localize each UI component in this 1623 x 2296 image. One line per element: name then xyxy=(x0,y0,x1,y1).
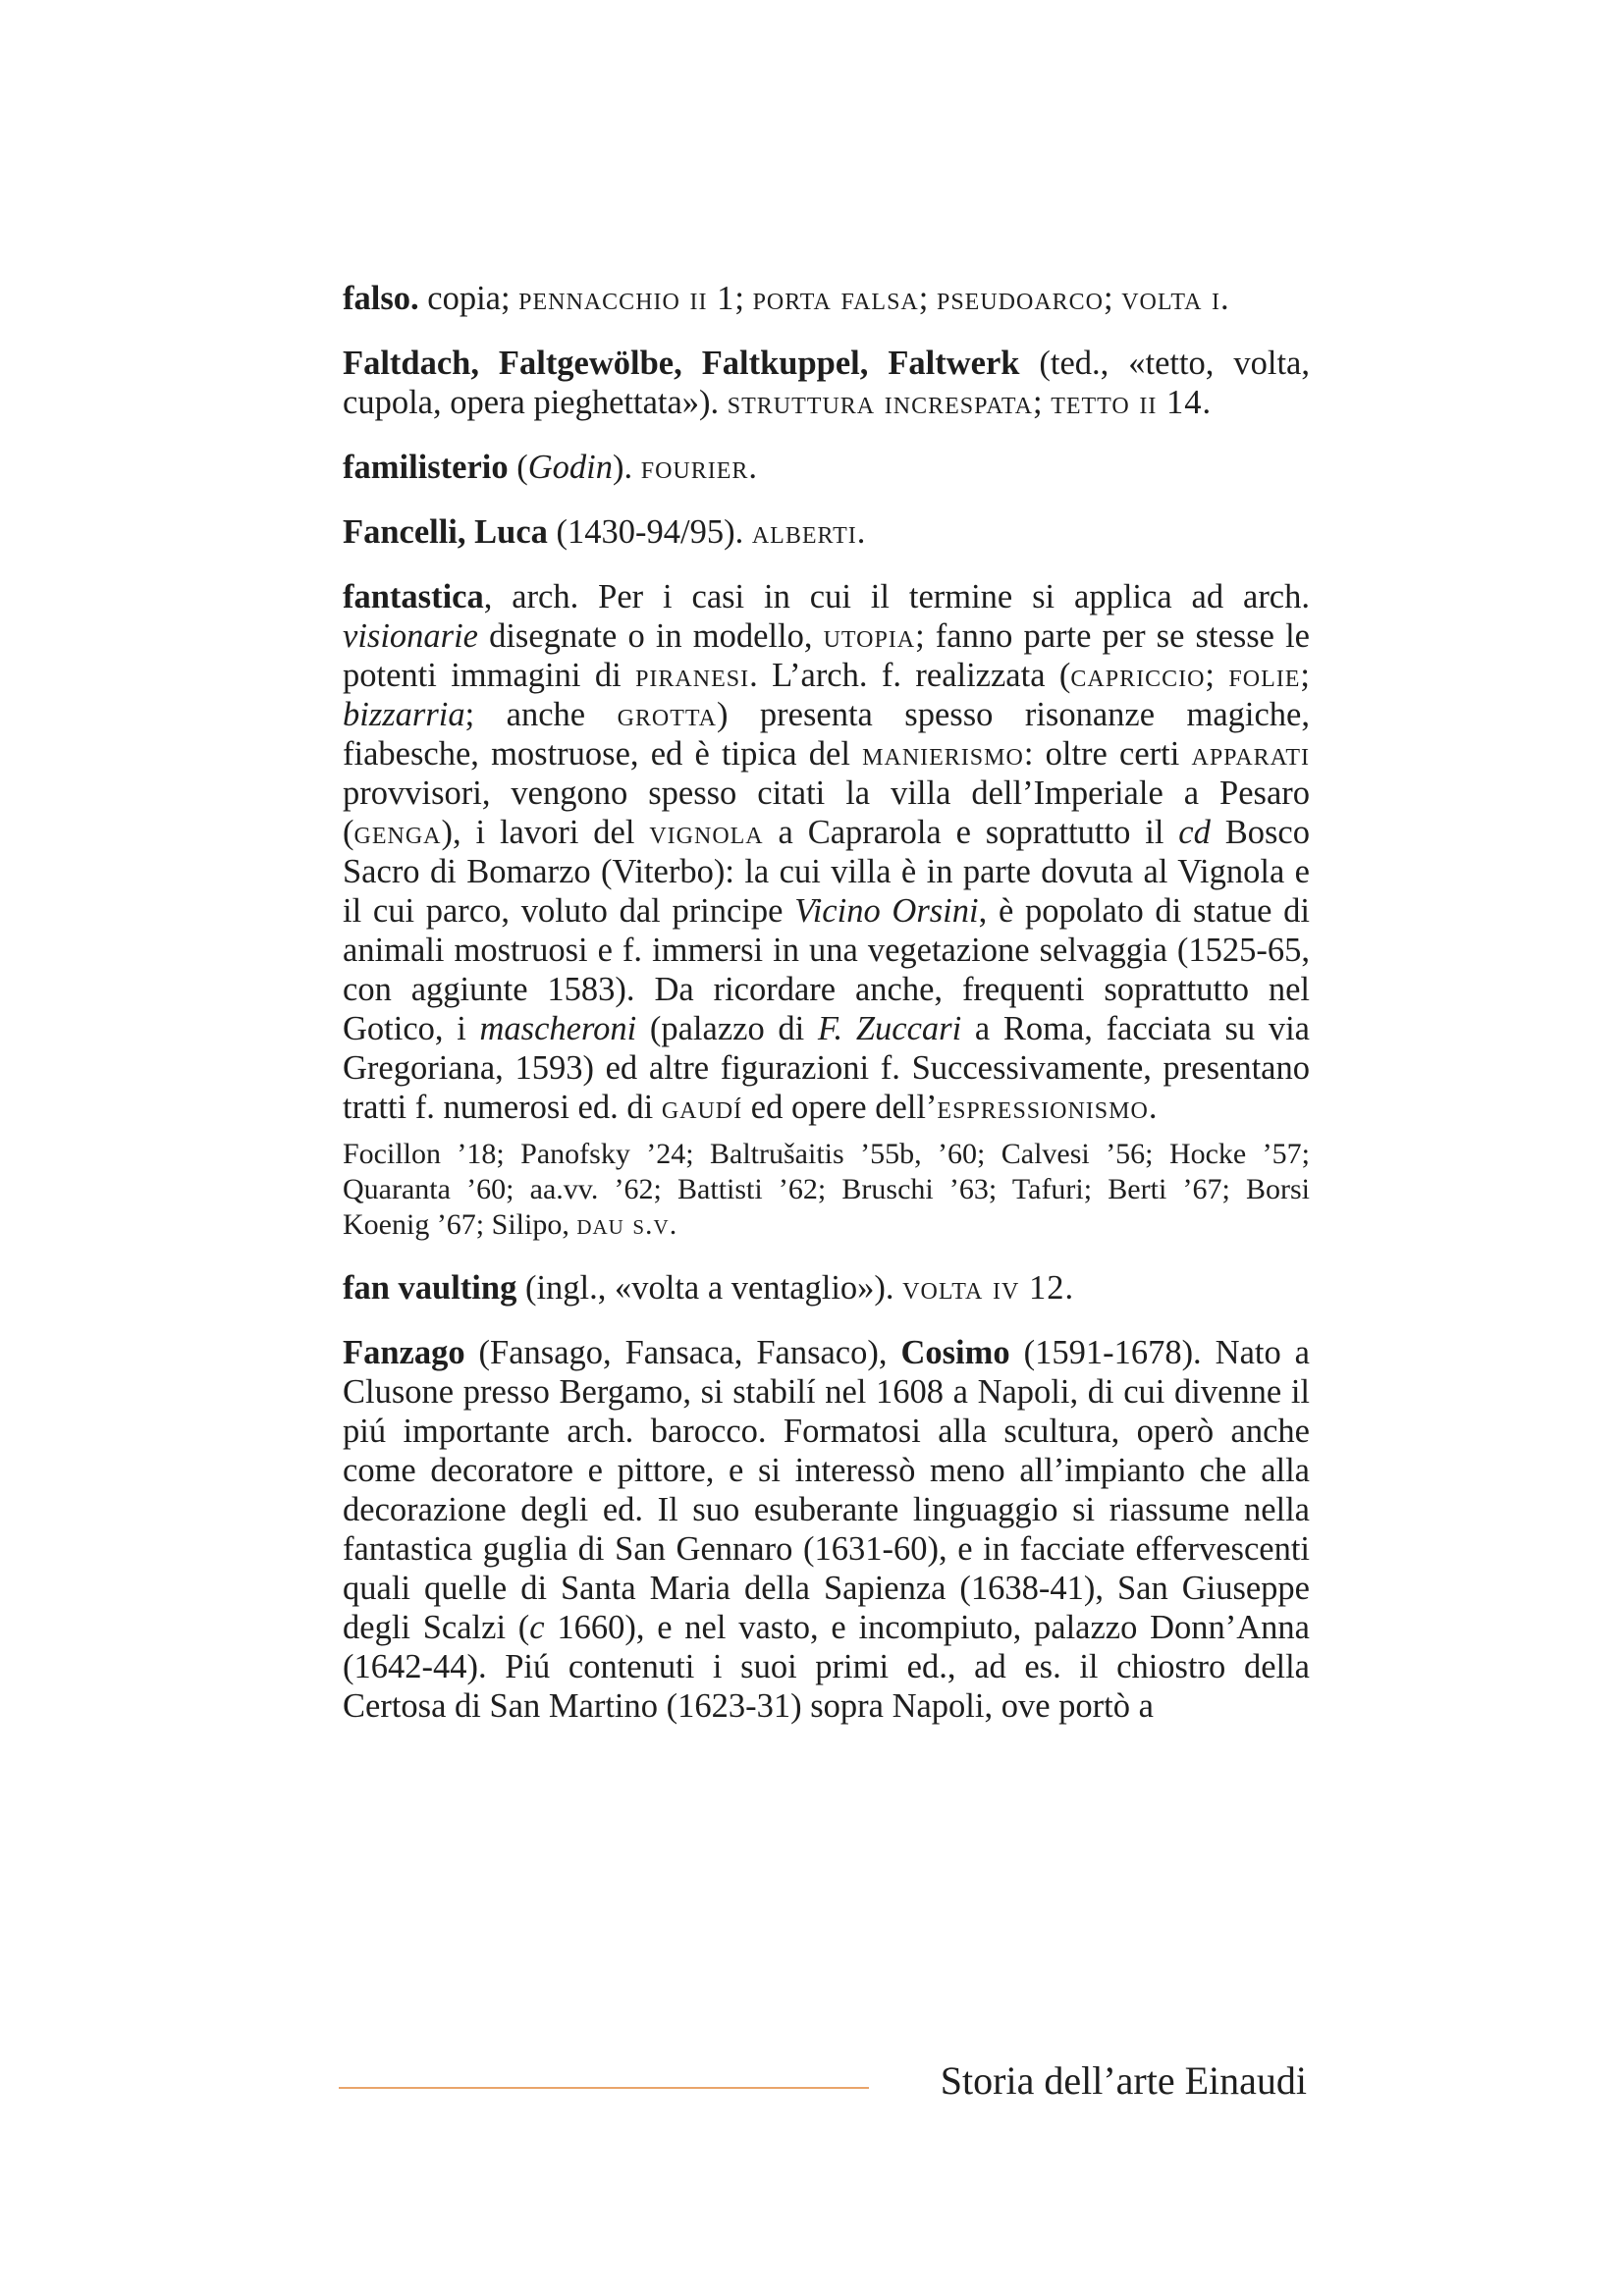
text-run: ( xyxy=(508,449,528,486)
cross-reference: espressionismo xyxy=(937,1089,1149,1126)
cross-reference: tetto ii 14 xyxy=(1051,384,1203,421)
text-run: Focillon ’18; Panofsky ’24; Baltrušaitis ’55b, ’60; Calvesi ’56; Hocke ’57; Quaranta ’60; aa.vv. ’62; Battisti ’62; Bruschi ’63; Tafuri; Berti ’67; Borsi Koenig ’67; Silipo, xyxy=(343,1138,1310,1241)
cross-reference: alberti xyxy=(751,513,857,551)
text-run: Bosco Sacro di Bomarzo (Viterbo): la cui villa è in parte dovuta al Vignola e il cui parco, voluto dal principe xyxy=(343,814,1310,930)
page-body xyxy=(343,279,1310,1751)
text-run: ; xyxy=(1300,657,1310,694)
cross-reference: pseudoarco xyxy=(936,280,1104,317)
cross-reference: volta i xyxy=(1121,280,1221,317)
cross-reference: volta iv 12 xyxy=(902,1269,1065,1307)
cross-reference: genga xyxy=(353,814,442,851)
text-run: ) presenta spesso risonanze magiche, fiabesche, mostruose, ed è tipica del xyxy=(343,696,1310,773)
text-run: ), i lavori del xyxy=(441,814,650,851)
text-run: (ingl., «volta a ventaglio»). xyxy=(516,1269,903,1307)
text-run: . xyxy=(1202,384,1212,421)
entry xyxy=(343,344,1310,422)
text-run: . xyxy=(1220,280,1229,317)
cross-reference: utopia xyxy=(823,617,916,655)
entry-text xyxy=(343,577,1310,1127)
cross-reference: vignola xyxy=(649,814,764,851)
cross-reference: apparati xyxy=(1191,735,1310,773)
italic-term: Godin xyxy=(527,449,613,486)
text-run: ; xyxy=(1205,657,1229,694)
entry xyxy=(343,279,1310,318)
text-run: . xyxy=(748,449,758,486)
cross-reference: porta falsa xyxy=(752,280,919,317)
italic-term: c xyxy=(529,1609,545,1646)
text-run: copia; xyxy=(418,280,519,317)
text-run: (ted., «tetto, volta, cupola, opera pieghettata»). xyxy=(343,345,1310,421)
entry-text xyxy=(343,344,1310,422)
cross-reference: piranesi xyxy=(635,657,750,694)
text-run: (palazzo di xyxy=(636,1010,818,1047)
text-run: . xyxy=(1064,1269,1074,1307)
entry-text xyxy=(343,448,1310,487)
entry xyxy=(343,448,1310,487)
cross-reference: struttura increspata xyxy=(727,384,1033,421)
headword: Fanzago xyxy=(343,1334,465,1371)
text-run: , è popolato di statue di animali mostruosi e f. immersi in una vegetazione selvaggia (1525-65, con aggiunte 1583). Da ricordare anche, frequenti soprattutto nel Gotico, i xyxy=(343,892,1310,1047)
italic-term: cd xyxy=(1178,814,1211,851)
footer-brand: Storia dell’arte Einaudi xyxy=(940,2058,1307,2103)
text-run: a Caprarola e soprattutto il xyxy=(763,814,1179,851)
entry xyxy=(343,512,1310,552)
entry-text xyxy=(343,279,1310,318)
entry xyxy=(343,1268,1310,1308)
entry-text xyxy=(343,1333,1310,1726)
entry-bibliography xyxy=(343,1137,1310,1243)
headword: Fancelli, Luca xyxy=(343,513,548,551)
text-run: ; fanno parte per se stesse le potenti immagini di xyxy=(343,617,1310,694)
text-run: . L’arch. f. realizzata ( xyxy=(749,657,1071,694)
text-run: ; xyxy=(1032,384,1052,421)
text-run: provvisori, vengono spesso citati la villa dell’Imperiale a Pesaro ( xyxy=(343,774,1310,851)
text-run: (1591-1678). Nato a Clusone presso Bergamo, si stabilí nel 1608 a Napoli, di cui divenne il piú importante arch. barocco. Formatosi alla scultura, operò anche come decoratore e pittore, e si interessò meno all’impianto che alla decorazione degli ed. Il suo esuberante linguaggio si riassume nella fantastica guglia di San Gennaro (1631-60), e in facciate effervescenti quali quelle di Santa Maria della Sapienza (1638-41), San Giuseppe degli Scalzi ( xyxy=(343,1334,1310,1646)
text-run: (1430-94/95). xyxy=(547,513,752,551)
text-run: ed opere dell’ xyxy=(742,1089,938,1126)
headword: Faltdach, Faltgewölbe, Faltkuppel, Faltwerk xyxy=(343,345,1020,382)
cross-reference: fourier xyxy=(640,449,749,486)
text-run: , arch. Per i casi in cui il termine si applica ad arch. xyxy=(483,578,1310,615)
text-run: ; xyxy=(1104,280,1122,317)
text-run: a Roma, facciata su via Gregoriana, 1593) ed altre figurazioni f. Successivamente, presentano tratti f. numerosi ed. di xyxy=(343,1010,1310,1126)
entry xyxy=(343,1333,1310,1726)
text-run: 1660), e nel vasto, e incompiuto, palazzo Donn’Anna (1642-44). Piú contenuti i suoi primi ed., ad es. il chiostro della Certosa di San Martino (1623-31) sopra Napoli, ove portò a xyxy=(343,1609,1310,1725)
italic-term: visionarie xyxy=(343,617,478,655)
headword: familisterio xyxy=(343,449,509,486)
text-run: ). xyxy=(612,449,641,486)
cross-reference: grotta xyxy=(617,696,717,733)
italic-term: mascheroni xyxy=(479,1010,637,1047)
text-run: : oltre certi xyxy=(1023,735,1192,773)
headword: Cosimo xyxy=(900,1334,1010,1371)
italic-term: Vicino Orsini xyxy=(794,892,979,930)
entry-text xyxy=(343,1268,1310,1308)
footer-rule xyxy=(339,2087,869,2089)
cross-reference: manierismo xyxy=(862,735,1024,773)
cross-reference: s.v. xyxy=(623,1208,678,1241)
cross-reference: dau xyxy=(576,1208,624,1241)
headword: falso. xyxy=(343,280,419,317)
headword: fan vaulting xyxy=(343,1269,517,1307)
entry-text xyxy=(343,512,1310,552)
cross-reference: capriccio xyxy=(1070,657,1206,694)
text-run: . xyxy=(1148,1089,1158,1126)
italic-term: F. Zuccari xyxy=(817,1010,962,1047)
text-run: ; xyxy=(918,280,937,317)
italic-term: bizzarria xyxy=(343,696,465,733)
text-run: ; anche xyxy=(464,696,618,733)
text-run: disegnate o in modello, xyxy=(477,617,824,655)
text-run: (Fansago, Fansaca, Fansaco), xyxy=(464,1334,901,1371)
text-run: . xyxy=(856,513,866,551)
cross-reference: folie xyxy=(1228,657,1301,694)
entry xyxy=(343,577,1310,1243)
cross-reference: pennacchio ii 1 xyxy=(518,280,735,317)
text-run: ; xyxy=(734,280,753,317)
headword: fantastica xyxy=(343,578,484,615)
cross-reference: gaudí xyxy=(661,1089,743,1126)
